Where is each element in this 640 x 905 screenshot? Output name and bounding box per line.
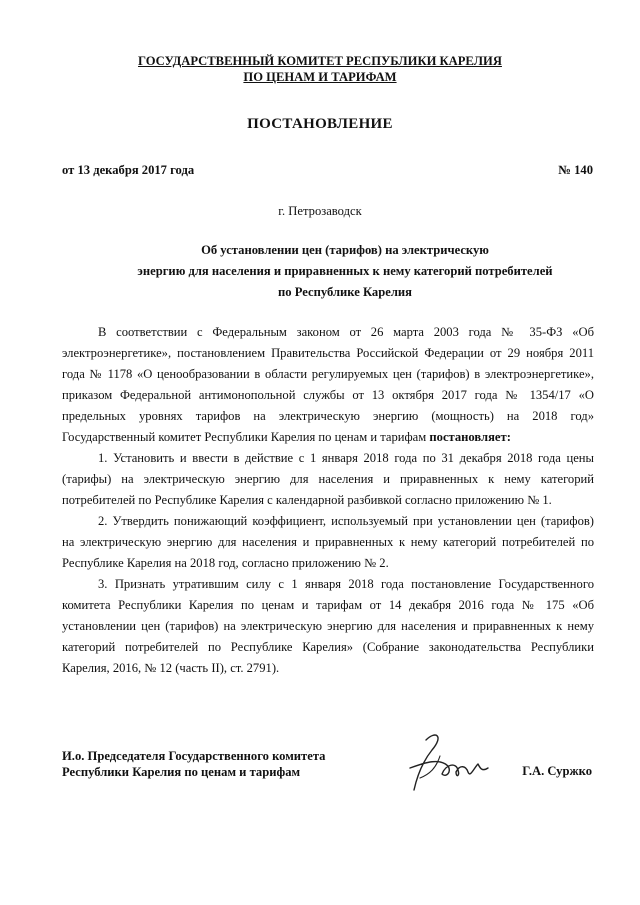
preamble-text: В соответствии с Федеральным законом от 26 марта 2003 года № 35-ФЗ «Об электроэнергетике», постановлением Правительства Российской Федерации от 29 ноября 2011 года № 1178 «О ценообразовании в области регулируемых цен (тарифов) в электроэнергетике», приказом Федеральной антимонопольной службы от 13 октября 2017 года № 1354/17 «О предельных уровнях тарифов на электрическую энергию (мощность) на 2018 год» Государственный комитет Республики Карелия по ценам и тарифам (62, 325, 594, 444)
document-body (62, 322, 594, 679)
org-line-1: ГОСУДАРСТВЕННЫЙ КОМИТЕТ РЕСПУБЛИКИ КАРЕЛИЯ (138, 54, 502, 68)
signatory-name: Г.А. Суржко (522, 764, 592, 778)
item-1-paragraph: 1. Установить и ввести в действие с 1 января 2018 года по 31 декабря 2018 года цены (тарифы) на электрическую энергию для населения и приравненных к нему категорий потребителей по Республике Карелия с календарной разбивкой согласно приложению № 1. (62, 451, 594, 507)
position-line-2: Республики Карелия по ценам и тарифам (62, 765, 301, 779)
preamble-paragraph (62, 322, 594, 448)
document-type: ПОСТАНОВЛЕНИЕ (247, 116, 393, 132)
handwritten-signature (396, 728, 496, 798)
document-city: г. Петрозаводск (278, 204, 362, 218)
position-line-1: И.о. Председателя Государственного комитета (62, 749, 326, 763)
document-number: № 140 (558, 163, 593, 177)
org-line-2: ПО ЦЕНАМ И ТАРИФАМ (243, 70, 397, 84)
title-line-2: энергию для населения и приравненных к нему категорий потребителей (137, 264, 553, 278)
document-date: от 13 декабря 2017 года (62, 163, 195, 177)
signatory-position (62, 748, 325, 780)
item-3-paragraph: 3. Признать утратившим силу с 1 января 2018 года постановление Государственного комитета Республики Карелия по ценам и тарифам от 14 декабря 2016 года № 175 «Об установлении цен (тарифов) на электрическую энергию для населения и приравненных к нему категорий потребителей по Республике Карелия» (Собрание законодательства Республики Карелия, 2016, № 12 (часть II), ст. 2791). (62, 577, 594, 675)
preamble-verb: постановляет: (429, 430, 511, 444)
title-line-3: по Республике Карелия (278, 285, 412, 299)
organization-header (0, 53, 640, 85)
item-2-paragraph: 2. Утвердить понижающий коэффициент, используемый при установлении цен (тарифов) на электрическую энергию для населения и приравненных к нему категорий потребителей по Республике Карелия на 2018 год, согласно приложению № 2. (62, 514, 594, 570)
title-line-1: Об установлении цен (тарифов) на электрическую (201, 243, 489, 257)
document-title (90, 240, 600, 303)
